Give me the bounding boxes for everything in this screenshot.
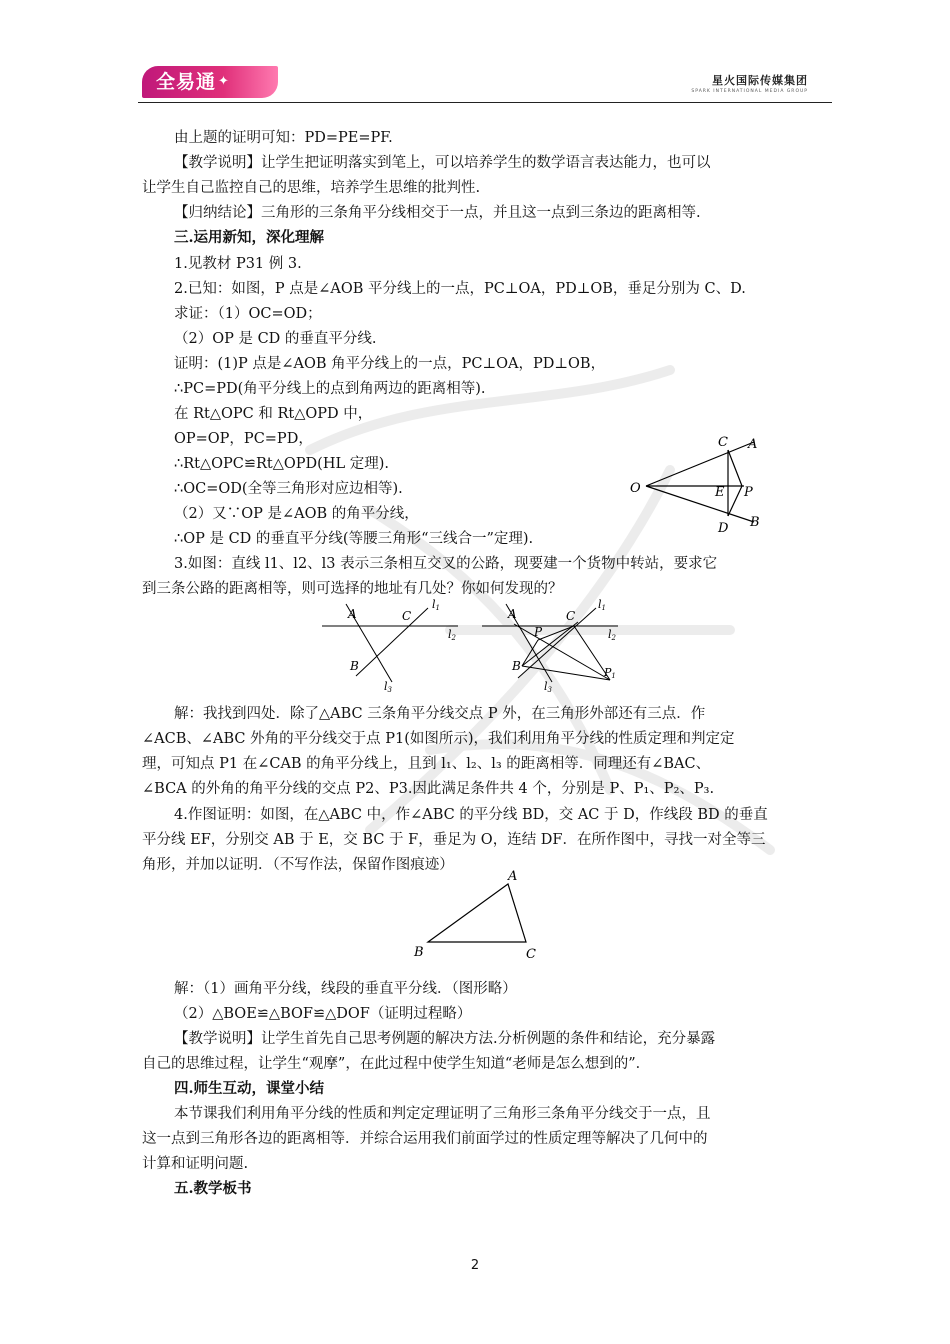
label-l3-sub: 3	[547, 686, 552, 694]
text-line: 角形，并加以证明．（不写作法，保留作图痕迹）	[142, 857, 454, 873]
text-line: 平分线 EF，分别交 AB 于 E，交 BC 于 F，垂足为 O，连结 DF．在所作图中，寻找一对全等三	[142, 832, 766, 848]
text-line: 3.如图：直线 l1、l2、l3 表示三条相互交叉的公路，现要建一个货物中转站，要求它	[174, 556, 718, 572]
text-line: ∴OP 是 CD 的垂直平分线(等腰三角形“三线合一”定理).	[174, 531, 534, 547]
text-line: （2）OP 是 CD 的垂直平分线.	[174, 331, 377, 347]
brand-logo	[142, 66, 278, 98]
text-line: 证明：(1)P 点是∠AOB 角平分线上的一点，PC⊥OA，PD⊥OB，	[174, 356, 606, 372]
text-line: ∠ACB、∠ABC 外角的平分线交于点 P1(如图所示)，我们利用角平分线的性质定理和判定定	[142, 731, 735, 747]
label-A: A	[748, 437, 758, 452]
label-B: B	[512, 659, 521, 673]
label-l2-sub: 2	[451, 634, 456, 642]
text-line: 到三条公路的距离相等，则可选择的地址有几处？你如何发现的？	[142, 581, 563, 597]
label-C: C	[526, 947, 536, 962]
label-l1	[598, 598, 606, 612]
text-line: ∴OC=OD(全等三角形对应边相等).	[174, 481, 403, 497]
text-line: （2）△BOE≌△BOF≌△DOF（证明过程略）	[174, 1006, 472, 1022]
label-P1-main: P	[604, 666, 612, 679]
text-line: 让学生自己监控自己的思维，培养学生思维的批判性.	[142, 180, 481, 196]
text-line: ∴PC=PD(角平分线上的点到角两边的距离相等).	[174, 381, 486, 397]
text-line: OP=OP，PC=PD，	[174, 431, 313, 447]
label-l1-main: l	[598, 598, 602, 611]
label-l2-sub: 2	[611, 634, 616, 642]
text-line: 求证：（1）OC=OD；	[174, 306, 322, 322]
text-line: 【教学说明】让学生把证明落实到笔上，可以培养学生的数学语言表达能力，也可以	[174, 155, 711, 171]
label-l2	[448, 628, 457, 642]
label-l3	[384, 680, 393, 694]
logo-star-icon: ✦	[218, 74, 230, 89]
label-l3-main: l	[384, 680, 388, 693]
label-l1-main: l	[432, 598, 436, 611]
label-l3	[544, 680, 553, 694]
label-B: B	[350, 659, 359, 673]
label-l2-main: l	[448, 628, 452, 641]
page-number: 2	[470, 1258, 480, 1273]
text-line: 自己的思维过程，让学生“观摩”，在此过程中使学生知道“老师是怎么想到的”．	[142, 1056, 651, 1072]
section-heading: 三.运用新知，深化理解	[174, 229, 325, 246]
label-l1	[432, 598, 440, 612]
label-l3-sub: 3	[387, 686, 392, 694]
label-P: P	[534, 625, 543, 639]
text-line: ∠BCA 的外角的角平分线的交点 P2、P3.因此满足条件共 4 个，分别是 P、P₁、P₂、P₃.	[142, 781, 715, 797]
label-l2-main: l	[608, 628, 612, 641]
figure-roads-bisectors	[478, 596, 628, 696]
label-A: A	[508, 607, 517, 621]
text-line: 【归纳结论】三角形的三条角平分线相交于一点，并且这一点到三条边的距离相等.	[174, 205, 701, 221]
label-B: B	[414, 945, 424, 960]
text-line: 这一点到三角形各边的距离相等．并综合运用我们前面学过的性质定理等解决了几何中的	[142, 1131, 708, 1147]
logo-text: 全易通	[156, 71, 217, 93]
text-line: 计算和证明问题.	[142, 1156, 249, 1172]
label-l1-sub: 1	[435, 604, 440, 612]
text-line: 1.见教材 P31 例 3.	[174, 256, 302, 272]
label-A: A	[508, 869, 518, 884]
text-line: 解：（1）画角平分线，线段的垂直平分线．（图形略）	[174, 981, 517, 997]
page-header	[138, 64, 828, 104]
section-heading: 四.师生互动，课堂小结	[174, 1080, 325, 1097]
publisher-name-en: SPARK INTERNATIONAL MEDIA GROUP	[691, 89, 808, 94]
text-line: 解：我找到四处．除了△ABC 三条角平分线交点 P 外，在三角形外部还有三点．作	[174, 706, 706, 722]
text-line: 理，可知点 P1 在∠CAB 的角平分线上，且到 l₁、l₂、l₃ 的距离相等．同理还有∠BAC、	[142, 756, 711, 772]
text-line: 由上题的证明可知：PD=PE=PF.	[174, 130, 393, 146]
label-l1-sub: 1	[601, 604, 606, 612]
label-P1-sub: 1	[611, 672, 616, 680]
label-C: C	[718, 435, 728, 450]
label-A: A	[348, 607, 357, 621]
label-E: E	[715, 485, 725, 500]
label-P1	[603, 666, 616, 680]
label-C: C	[402, 609, 412, 623]
text-line: 在 Rt△OPC 和 Rt△OPD 中，	[174, 406, 373, 422]
publisher-name: 星火国际传媒集团	[712, 74, 808, 87]
text-line: ∴Rt△OPC≌Rt△OPD(HL 定理).	[174, 456, 389, 472]
text-line: （2）又∵OP 是∠AOB 的角平分线，	[174, 506, 419, 522]
text-line: 2.已知：如图，P 点是∠AOB 平分线上的一点，PC⊥OA，PD⊥OB，垂足分别为 C、D.	[174, 281, 746, 297]
label-l3-main: l	[544, 680, 548, 693]
text-line: 本节课我们利用角平分线的性质和判定定理证明了三角形三条角平分线交于一点，且	[174, 1106, 711, 1122]
label-D: D	[718, 521, 729, 536]
header-divider	[138, 102, 832, 103]
figure-angle-bisector	[622, 428, 772, 540]
text-line: 4.作图证明：如图，在△ABC 中，作∠ABC 的平分线 BD，交 AC 于 D，作线段 BD 的垂直	[174, 807, 768, 823]
figure-triangle-abc	[408, 866, 548, 962]
figure-three-roads	[318, 596, 468, 696]
label-C: C	[566, 609, 576, 623]
label-l2	[608, 628, 617, 642]
publisher-brand	[691, 72, 808, 94]
section-heading: 五.教学板书	[174, 1180, 252, 1197]
text-line: 【教学说明】让学生首先自己思考例题的解决方法.分析例题的条件和结论，充分暴露	[174, 1031, 716, 1047]
label-O: O	[630, 481, 641, 496]
label-P: P	[744, 485, 753, 500]
label-B: B	[750, 515, 760, 530]
